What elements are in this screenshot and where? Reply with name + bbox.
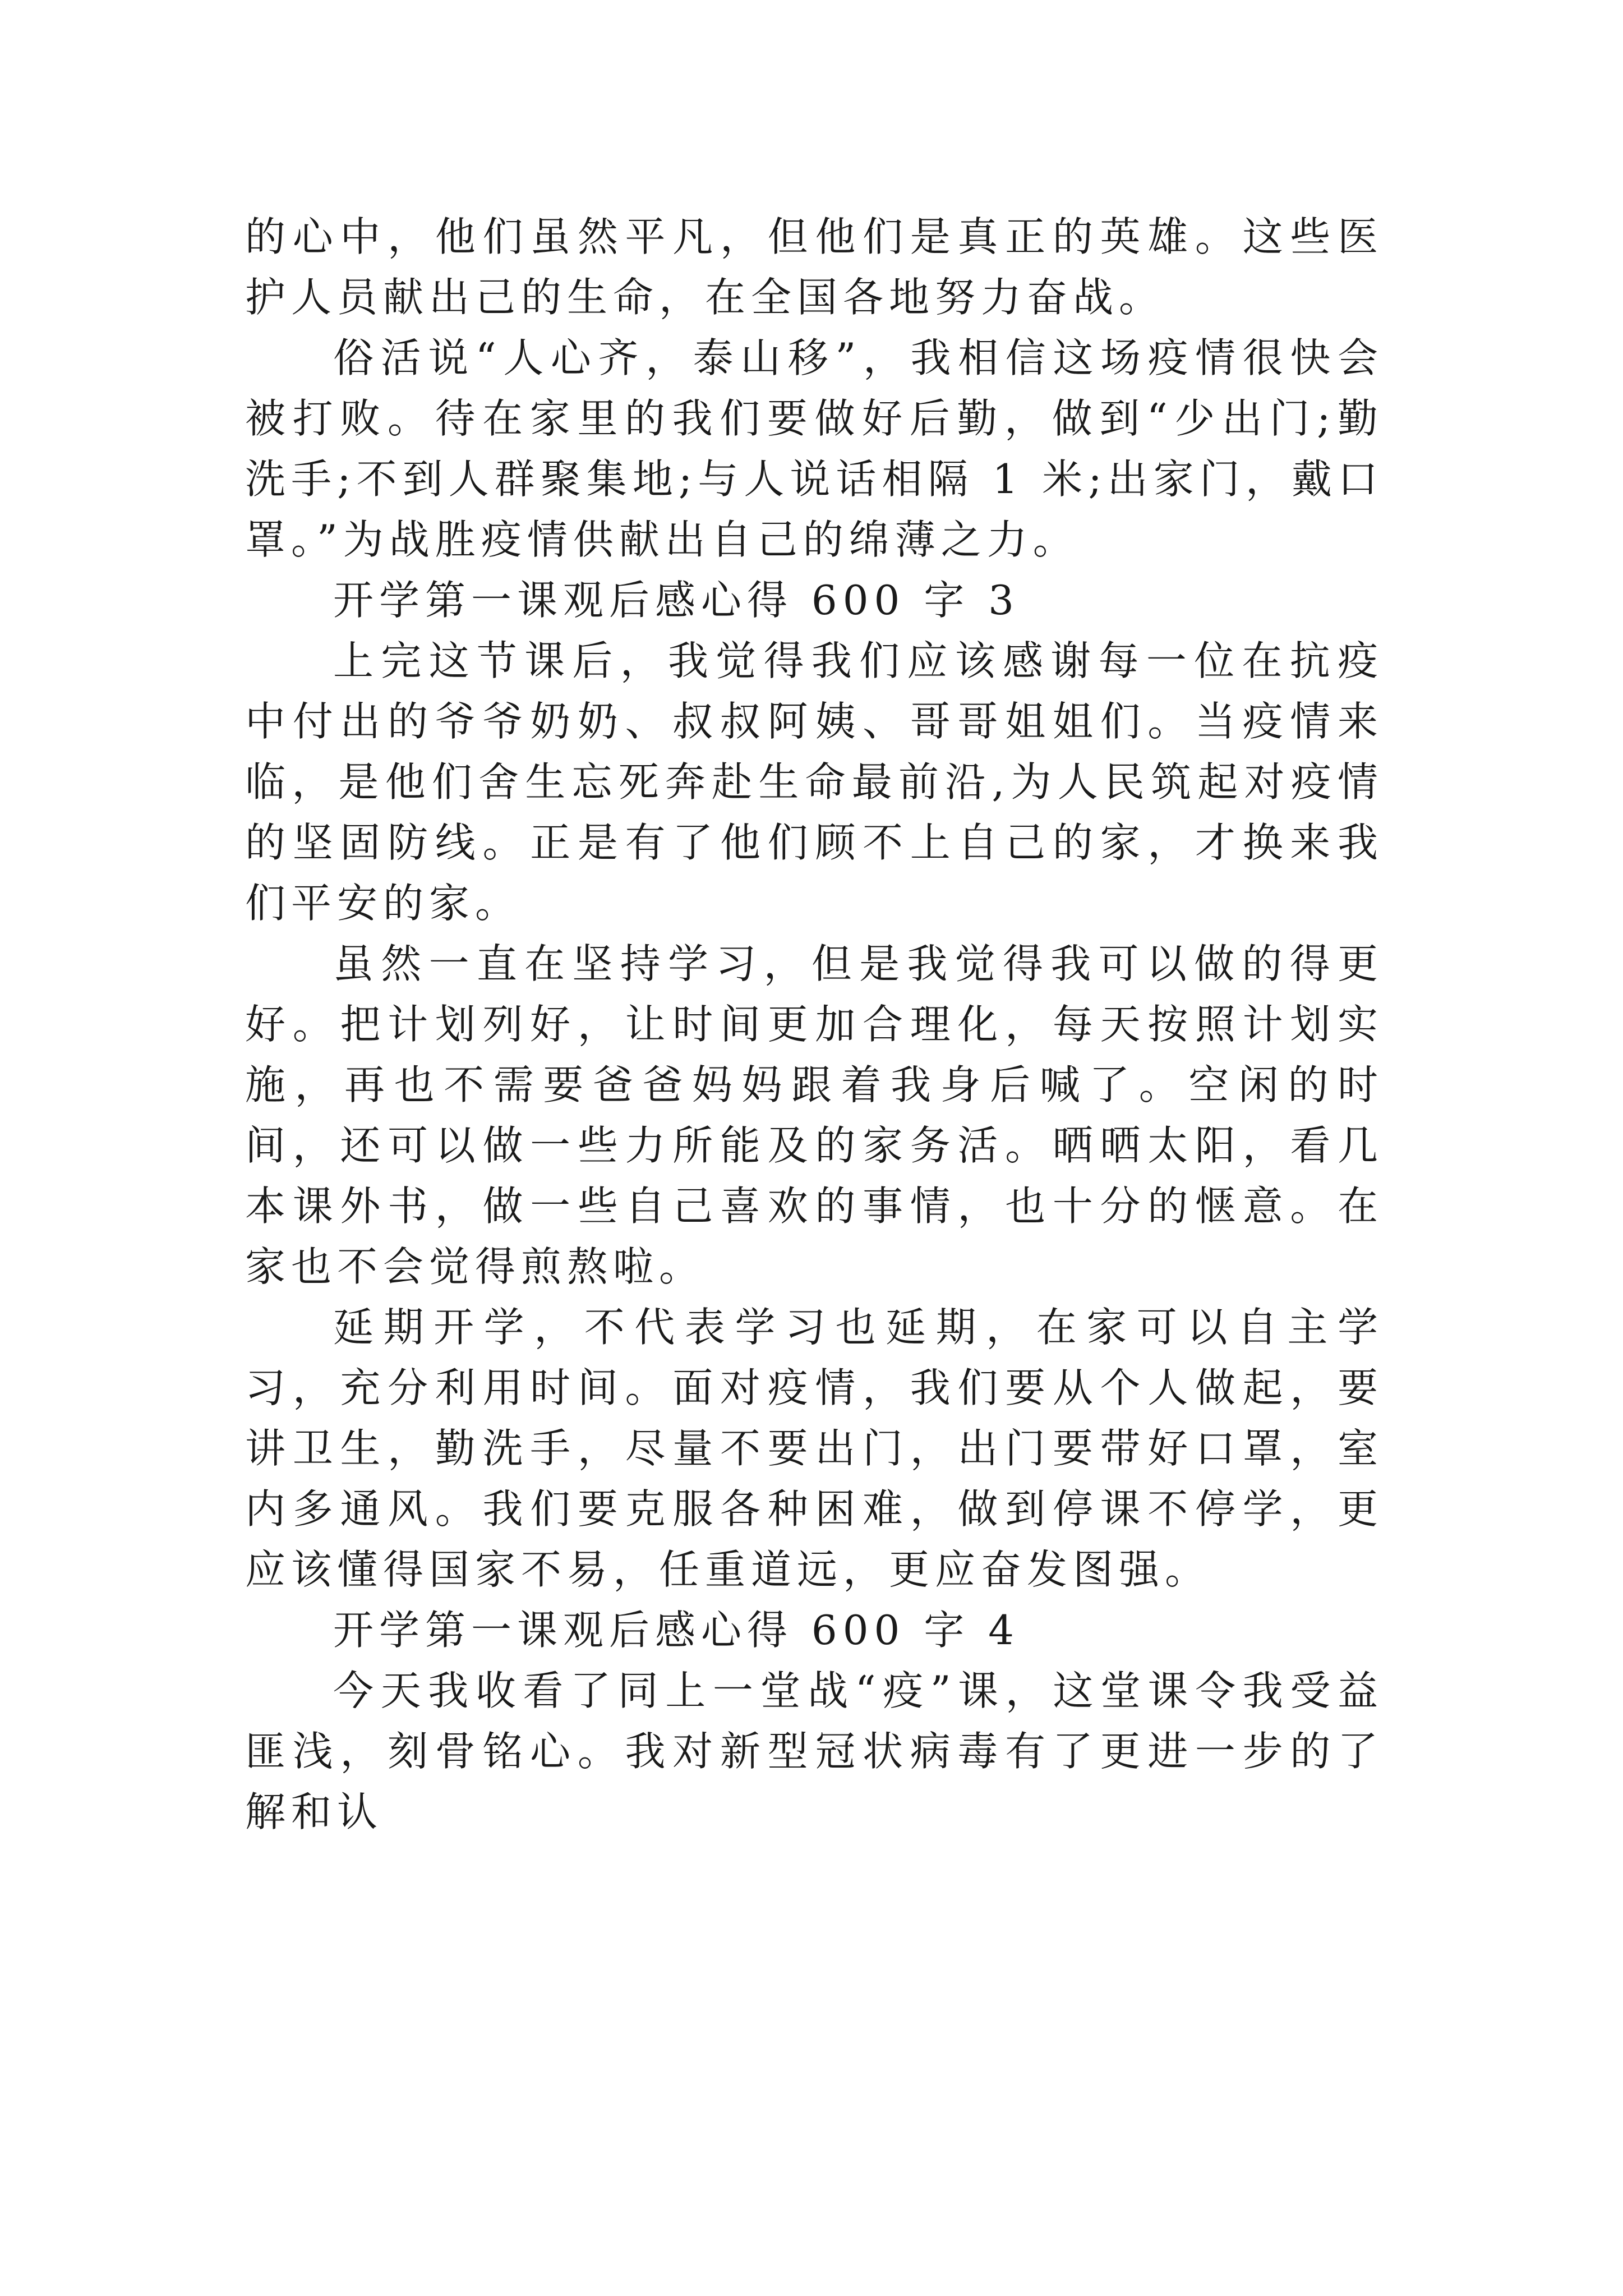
section-heading: 开学第一课观后感心得 600 字 4 [333, 1607, 1020, 1654]
paragraph: 俗活说“人心齐，泰山移”，我相信这场疫情很快会被打败。待在家里的我们要做好后勤，做到“少出门;勤洗手;不到人群聚集地;与人说话相隔 1 米;出家门，戴口罩。”为战胜疫情供献出自己的绵薄之力。 [245, 334, 1384, 563]
paragraph-continuation: 的心中，他们虽然平凡，但他们是真正的英雄。这些医护人员献出己的生命，在全国各地努力奋战。 [245, 213, 1384, 321]
document-body [245, 206, 1384, 1842]
paragraph: 延期开学，不代表学习也延期，在家可以自主学习，充分利用时间。面对疫情，我们要从个人做起，要讲卫生，勤洗手，尽量不要出门，出门要带好口罩，室内多通风。我们要克服各种困难，做到停课不停学，更应该懂得国家不易，任重道远，更应奋发图强。 [245, 1304, 1384, 1593]
paragraph: 虽然一直在坚持学习，但是我觉得我可以做的得更好。把计划列好，让时间更加合理化，每天按照计划实施，再也不需要爸爸妈妈跟着我身后喊了。空闲的时间，还可以做一些力所能及的家务活。晒晒太阳，看几本课外书，做一些自己喜欢的事情，也十分的惬意。在家也不会觉得煎熬啦。 [245, 940, 1384, 1290]
section-heading: 开学第一课观后感心得 600 字 3 [333, 577, 1020, 624]
paragraph: 上完这节课后，我觉得我们应该感谢每一位在抗疫中付出的爷爷奶奶、叔叔阿姨、哥哥姐姐们。当疫情来临，是他们舍生忘死奔赴生命最前沿,为人民筑起对疫情的坚固防线。正是有了他们顾不上自己的家，才换来我们平安的家。 [245, 637, 1384, 927]
paragraph: 今天我收看了同上一堂战“疫”课，这堂课令我受益匪浅，刻骨铭心。我对新型冠状病毒有了更进一步的了解和认 [245, 1667, 1384, 1835]
